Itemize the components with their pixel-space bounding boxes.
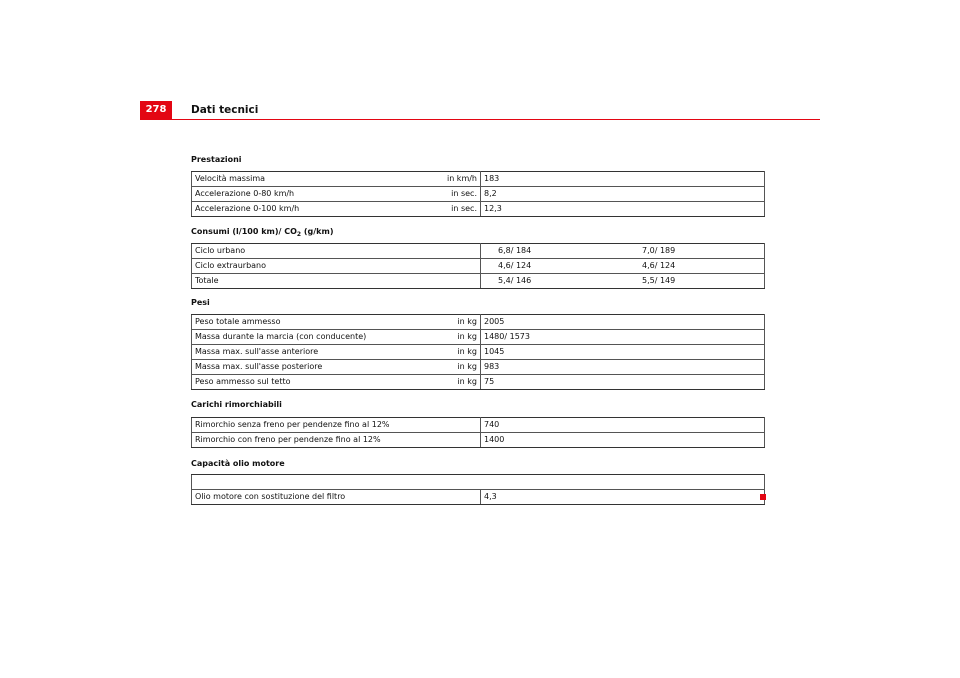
section-title-olio: Capacità olio motore [191, 459, 285, 468]
row-label: Peso totale ammesso in kg [192, 315, 481, 330]
row-value: 2005 [481, 315, 765, 330]
row-value: 1480/ 1573 [481, 330, 765, 345]
row-unit: in kg [457, 377, 477, 386]
row-value: 183 [481, 172, 765, 187]
row-label: Ciclo extraurbano [192, 259, 481, 274]
table-row [192, 315, 765, 330]
row-label: Peso ammesso sul tetto in kg [192, 375, 481, 390]
section-title-consumi: Consumi (l/100 km)/ $CO_2$ (g/km) [191, 227, 334, 238]
table-row [192, 244, 765, 259]
table-row [192, 360, 765, 375]
table-row [192, 172, 765, 187]
table-row [192, 418, 765, 433]
row-value: 12,3 [481, 202, 765, 217]
section-title-prestazioni: Prestazioni [191, 155, 242, 164]
row-value: 1400 [481, 433, 765, 448]
row-value: 4,3 [481, 490, 765, 505]
row-value-1: 5,4/ 146 [481, 274, 626, 289]
table-carichi [191, 417, 765, 448]
row-unit: in kg [457, 347, 477, 356]
table-row [192, 187, 765, 202]
row-value-2: 5,5/ 149 [625, 274, 765, 289]
section-title-pesi: Pesi [191, 298, 210, 307]
row-value-1: 4,6/ 124 [481, 259, 626, 274]
table-row [192, 345, 765, 360]
table-row [192, 202, 765, 217]
row-unit: in kg [457, 332, 477, 341]
row-label [192, 475, 481, 490]
row-value-1: 6,8/ 184 [481, 244, 626, 259]
row-label: Rimorchio con freno per pendenze fino al 12% [192, 433, 481, 448]
table-consumi [191, 243, 765, 289]
row-value: 8,2 [481, 187, 765, 202]
row-value-2: 7,0/ 189 [625, 244, 765, 259]
table-pesi [191, 314, 765, 390]
table-row [192, 433, 765, 448]
row-value: 740 [481, 418, 765, 433]
row-value: 1045 [481, 345, 765, 360]
row-unit: in km/h [446, 174, 477, 183]
row-label: Ciclo urbano [192, 244, 481, 259]
row-unit: in kg [457, 362, 477, 371]
row-label: Massa max. sull'asse posteriore in kg [192, 360, 481, 375]
row-label: Accelerazione 0-80 km/h in sec. [192, 187, 481, 202]
table-row [192, 475, 765, 490]
end-of-section-marker [760, 494, 766, 500]
row-label: Accelerazione 0-100 km/h in sec. [192, 202, 481, 217]
page-header [140, 101, 820, 120]
page-number: 278 [140, 101, 172, 119]
row-value: 983 [481, 360, 765, 375]
row-label: Totale [192, 274, 481, 289]
row-label: Velocità massima in km/h [192, 172, 481, 187]
section-title-carichi: Carichi rimorchiabili [191, 400, 282, 409]
table-prestazioni [191, 171, 765, 217]
chapter-title: Dati tecnici [191, 104, 259, 116]
row-unit: in sec. [451, 189, 477, 198]
table-row [192, 274, 765, 289]
table-row [192, 375, 765, 390]
table-olio [191, 474, 765, 505]
table-row [192, 259, 765, 274]
table-row [192, 330, 765, 345]
row-value-2: 4,6/ 124 [625, 259, 765, 274]
row-label: Rimorchio senza freno per pendenze fino al 12% [192, 418, 481, 433]
row-value: 75 [481, 375, 765, 390]
row-label: Massa durante la marcia (con conducente) in kg [192, 330, 481, 345]
row-unit: in sec. [451, 204, 477, 213]
row-unit: in kg [457, 317, 477, 326]
table-row [192, 490, 765, 505]
row-label: Olio motore con sostituzione del filtro [192, 490, 481, 505]
row-value [481, 475, 765, 490]
row-label: Massa max. sull'asse anteriore in kg [192, 345, 481, 360]
